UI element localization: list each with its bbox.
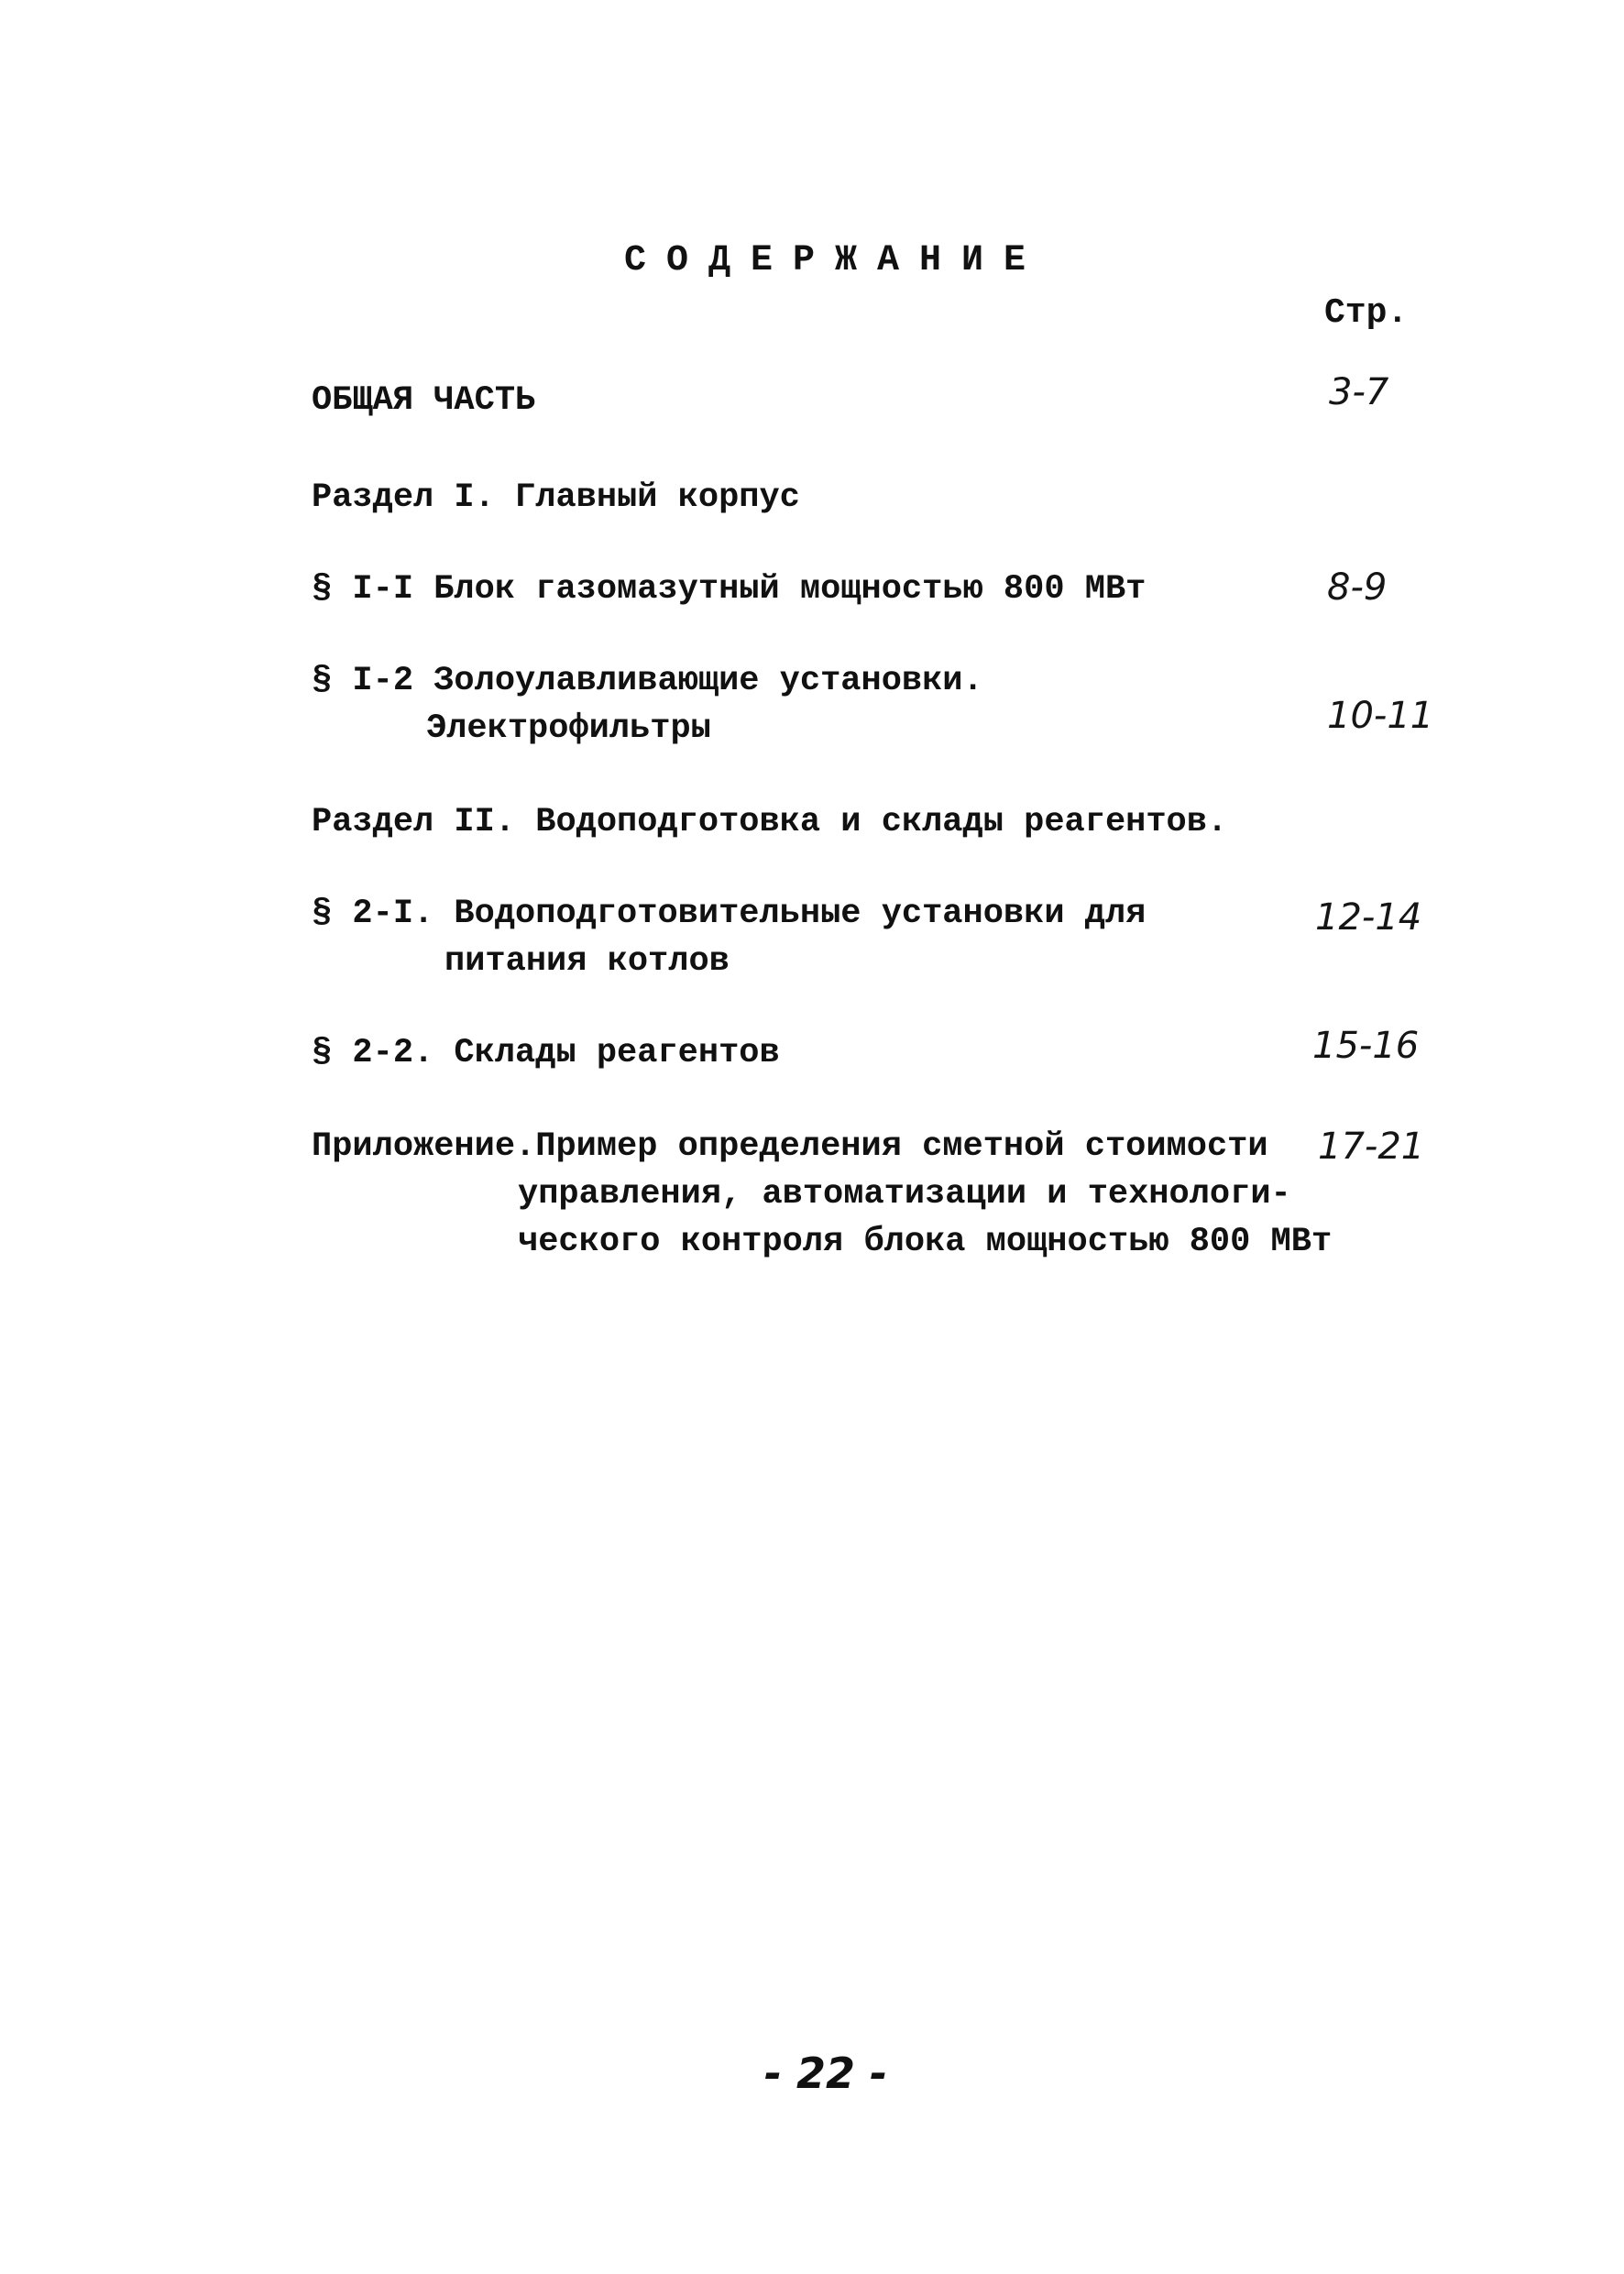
toc-page-1-2: 10-11: [1327, 695, 1434, 737]
page-column-header: Стр.: [1324, 293, 1409, 333]
toc-page-2-2: 15-16: [1312, 1025, 1420, 1067]
toc-page-appendix: 17-21: [1318, 1126, 1425, 1168]
toc-entry-1-1: § I-I Блок газомазутный мощностью 800 МВт: [312, 570, 1147, 609]
toc-entry-2-1: § 2-I. Водоподготовительные установки для: [312, 895, 1147, 933]
toc-section-1: Раздел I. Главный корпус: [312, 478, 800, 517]
toc-entry-appendix-cont-1: управления, автоматизации и технологи-: [518, 1175, 1291, 1214]
toc-entry-2-2: § 2-2. Склады реагентов: [312, 1034, 780, 1072]
page-number: - 22 -: [763, 2049, 888, 2098]
page-title: СОДЕРЖАНИЕ: [623, 240, 1047, 281]
toc-entry-appendix: Приложение.Пример определения сметной стоимости: [312, 1127, 1268, 1166]
toc-entry-appendix-cont-2: ческого контроля блока мощностью 800 МВт: [518, 1223, 1333, 1261]
toc-page-1-1: 8-9: [1327, 566, 1388, 609]
toc-section-2: Раздел II. Водоподготовка и склады реагентов.: [312, 803, 1228, 841]
toc-entry-general: ОБЩАЯ ЧАСТЬ: [312, 381, 536, 420]
toc-page-2-1: 12-14: [1315, 896, 1422, 939]
toc-entry-1-2-cont: Электрофильтры: [426, 709, 711, 748]
toc-entry-1-2: § I-2 Золоулавливающие установки.: [312, 662, 983, 700]
toc-page-general: 3-7: [1329, 371, 1389, 413]
toc-entry-2-1-cont: питания котлов: [444, 942, 730, 981]
